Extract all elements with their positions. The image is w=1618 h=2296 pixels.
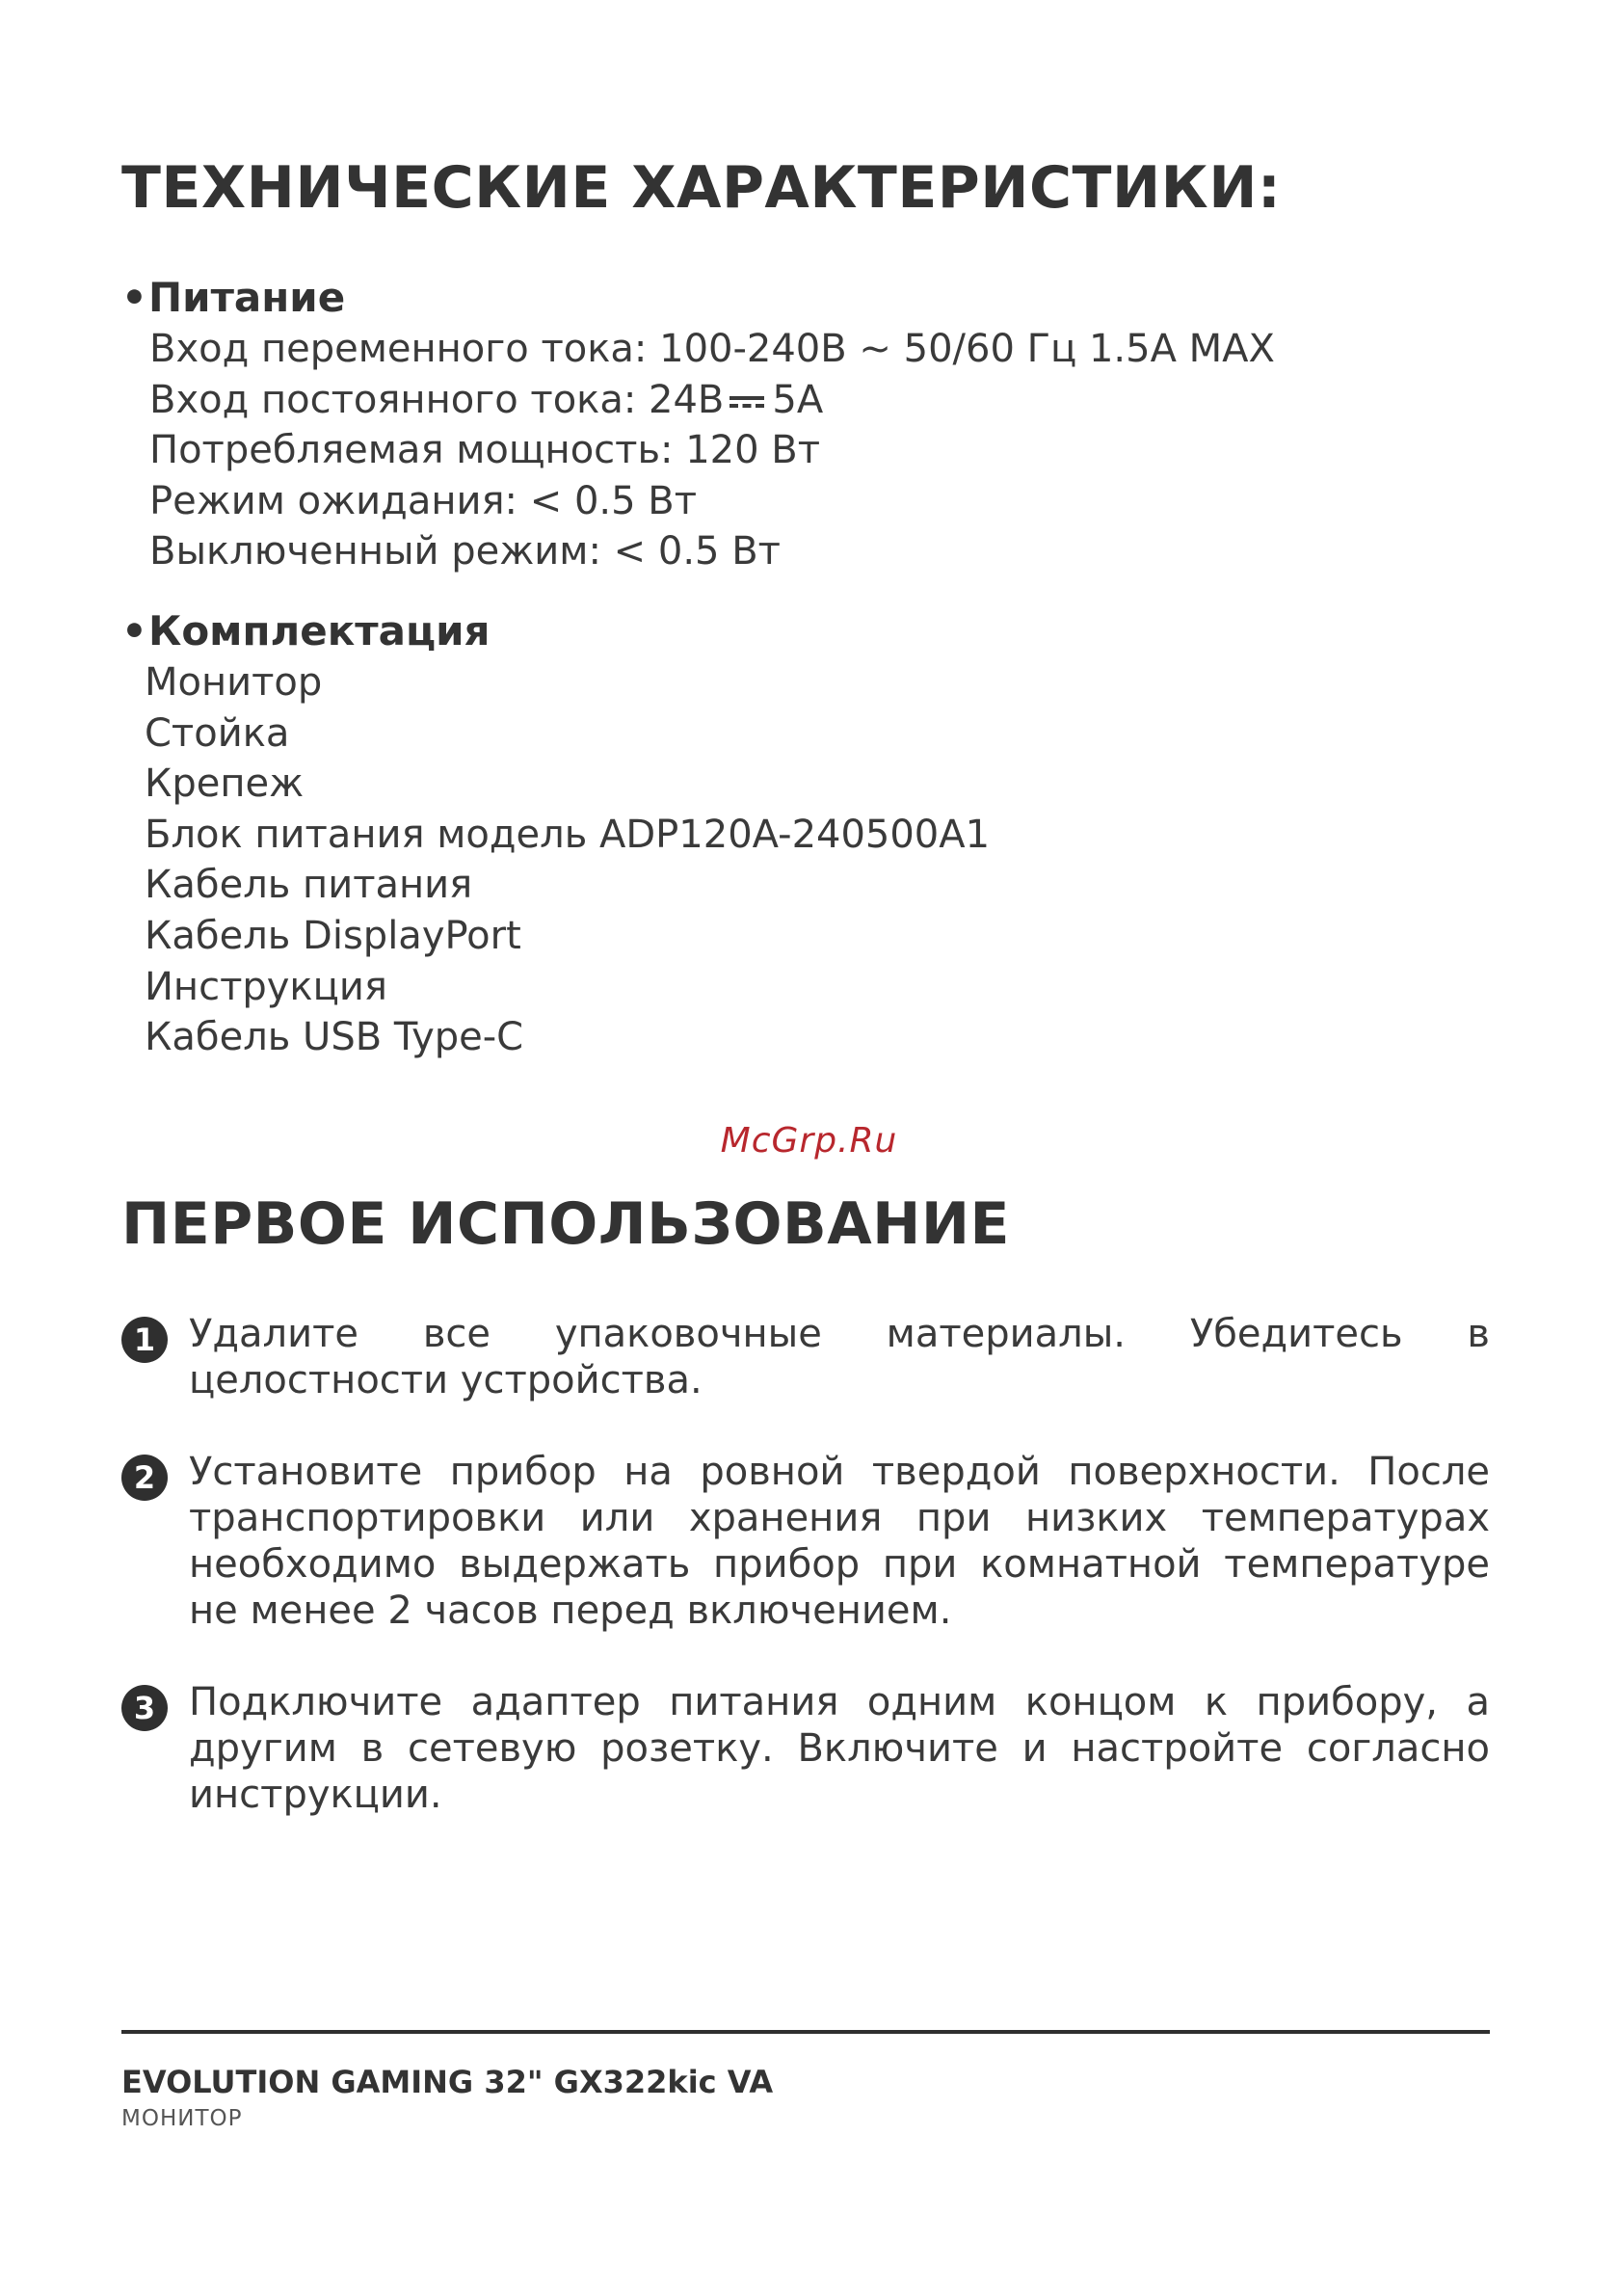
list-item: Монитор — [145, 660, 323, 705]
power-section-heading — [121, 274, 345, 321]
watermark: McGrp.Ru — [720, 1121, 898, 1161]
kit-section-heading — [121, 607, 491, 654]
list-item: Крепеж — [145, 761, 305, 807]
step-text: Удалите все упаковочные материалы. Убедитесь в целостности устройства. — [189, 1312, 1490, 1402]
power-consumption-line: Потребляемая мощность: 120 Вт — [149, 428, 821, 473]
power-spec-list — [149, 324, 1275, 577]
first-use-title: ПЕРВОЕ ИСПОЛЬЗОВАНИЕ — [121, 1190, 1011, 1258]
step-text: Установите прибор на ровной твердой поверхности. После транспортировки или хранения при низких температурах необходимо выдержать прибор при комнатной температуре не менее 2 часов перед включением. — [189, 1450, 1490, 1633]
dc-current-icon — [728, 388, 766, 414]
footer-divider — [121, 2030, 1490, 2034]
footer-category: МОНИТОР — [121, 2106, 243, 2131]
dc-input-suffix: 5А — [772, 377, 824, 422]
standby-line: Режим ожидания: < 0.5 Вт — [149, 478, 698, 523]
list-item: Кабель USB Type-C — [145, 1015, 524, 1060]
step-number-badge: 3 — [121, 1685, 168, 1731]
footer-model: EVOLUTION GAMING 32" GX322kic VA — [121, 2064, 774, 2100]
dc-input-line — [149, 375, 1275, 426]
bullet-icon: • — [121, 607, 147, 654]
list-item: Блок питания модель ADP120A-240500A1 — [145, 812, 991, 857]
dc-input-prefix: Вход постоянного тока: 24В — [149, 377, 725, 422]
step-number-badge: 2 — [121, 1455, 168, 1501]
off-mode-line: Выключенный режим: < 0.5 Вт — [149, 529, 781, 574]
kit-list — [145, 657, 990, 1063]
bullet-icon: • — [121, 274, 147, 321]
list-item: Кабель питания — [145, 863, 473, 908]
step-text: Подключите адаптер питания одним концом к прибору, а другим в сетевую розетку. Включите и настройте согласно инструкции. — [189, 1680, 1490, 1817]
list-item: Кабель DisplayPort — [145, 913, 521, 958]
list-item: Стойка — [145, 710, 290, 756]
power-heading-label: Питание — [148, 274, 346, 321]
kit-heading-label: Комплектация — [148, 607, 491, 654]
specs-title: ТЕХНИЧЕСКИЕ ХАРАКТЕРИСТИКИ: — [121, 154, 1282, 222]
list-item: Инструкция — [145, 964, 387, 1009]
step-number-badge: 1 — [121, 1317, 168, 1363]
ac-input-line: Вход переменного тока: 100-240В ~ 50/60 Гц 1.5А MAX — [149, 327, 1275, 371]
